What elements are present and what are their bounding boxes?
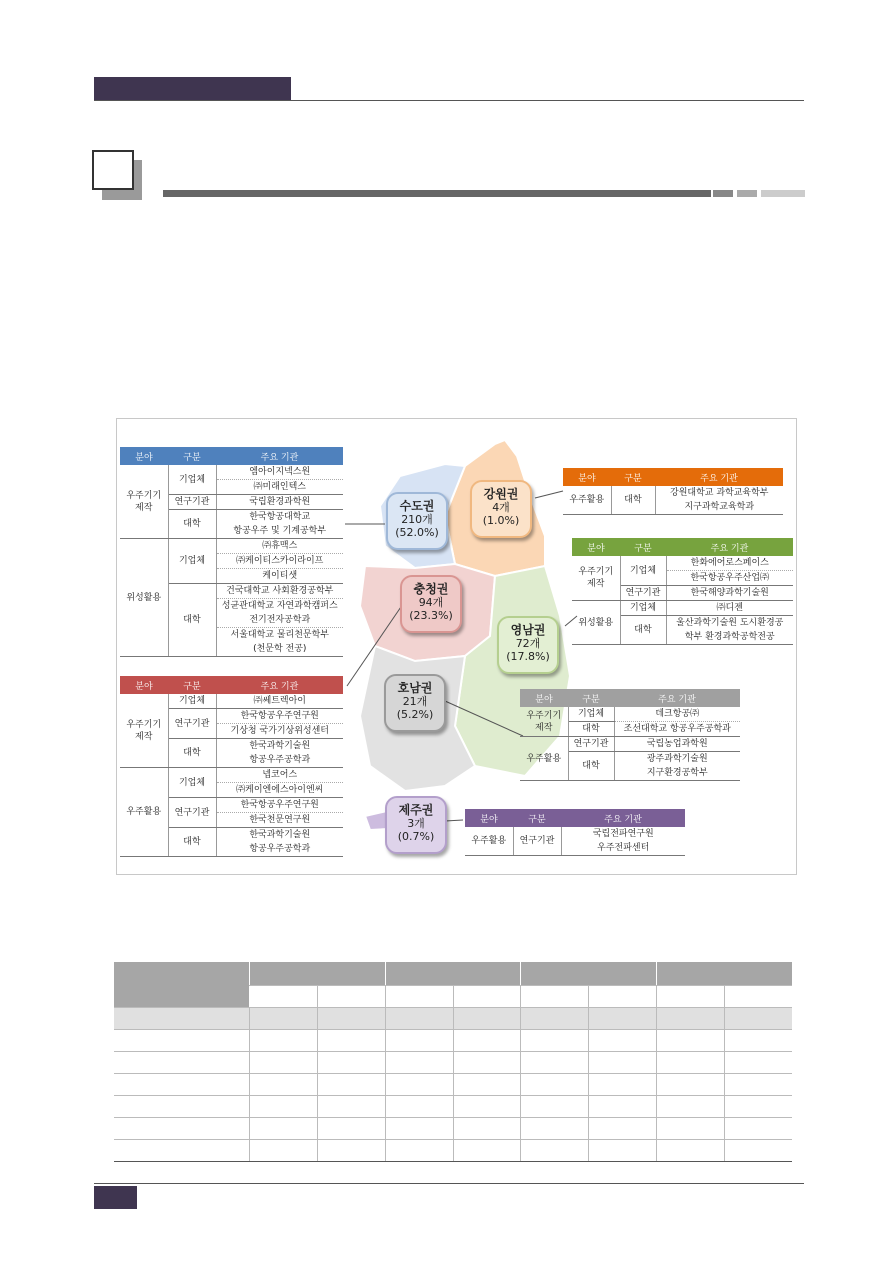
yeongnam-org-table	[572, 538, 793, 645]
org-cell: 울산과학기술원 도시환경공	[676, 618, 784, 628]
stats-row	[114, 1096, 792, 1118]
col-header-field: 분야	[120, 447, 168, 465]
org-cell: 데크항공㈜	[614, 707, 740, 722]
region-percent: (1.0%)	[482, 514, 520, 527]
field-cell: 우주활용	[465, 827, 513, 856]
region-percent: (52.0%)	[395, 526, 439, 539]
org-cell: 한국해양과학기술원	[666, 586, 793, 601]
footer-rule	[94, 1183, 804, 1184]
type-cell: 대학	[168, 828, 216, 857]
field-cell: 우주기기 제작	[120, 465, 168, 539]
col-header-type: 구분	[513, 809, 561, 827]
bubble-yeongnam	[497, 616, 559, 674]
region-name: 강원권	[483, 487, 519, 501]
org-cell: 국립전파연구원	[592, 829, 654, 839]
region-percent: (17.8%)	[506, 650, 550, 663]
bubble-sudo	[386, 492, 448, 550]
org-cell: 한국과학기술원	[249, 830, 311, 840]
type-cell: 대학	[168, 584, 216, 657]
type-cell: 기업체	[168, 465, 216, 495]
honam-org-table	[520, 689, 740, 781]
bubble-chungcheong	[400, 575, 462, 633]
org-cell: 항공우주공학과	[216, 753, 343, 768]
type-cell: 대학	[620, 616, 666, 645]
org-cell: ㈜휴맥스	[216, 539, 343, 554]
stats-corner-cell	[114, 962, 249, 1008]
type-cell: 연구기관	[168, 798, 216, 828]
org-cell: ㈜케이엔에스아이엔씨	[216, 783, 343, 798]
org-cell: (천문학 전공)	[216, 642, 343, 657]
org-cell: 한국항공우주연구원	[216, 709, 343, 724]
org-cell: ㈜미래인텍스	[216, 480, 343, 495]
col-header-org: 주요 기관	[216, 676, 343, 694]
field-cell: 위성활용	[120, 539, 168, 657]
stats-row	[114, 1052, 792, 1074]
type-cell: 연구기관	[620, 586, 666, 601]
stats-row	[114, 1118, 792, 1140]
org-cell: 지구환경공학부	[614, 766, 740, 781]
org-cell: 항공우주공학과	[216, 842, 343, 857]
callout-line	[535, 491, 563, 498]
org-cell: 국립환경과학원	[216, 495, 343, 510]
col-header-field: 분야	[465, 809, 513, 827]
type-cell: 기업체	[168, 539, 216, 584]
section-title-rule	[163, 190, 711, 197]
col-header-org: 주요 기관	[655, 468, 783, 486]
org-cell: 기상청 국가기상위성센터	[216, 724, 343, 739]
section-rule-fade	[737, 190, 757, 197]
org-cell: 건국대학교 사회환경공학부	[216, 584, 343, 599]
section-rule-fade	[713, 190, 733, 197]
region-percent: (5.2%)	[396, 708, 434, 721]
region-count: 94개	[418, 596, 444, 609]
callout-line	[445, 820, 463, 821]
header-bar	[94, 77, 291, 100]
bubble-gangwon	[470, 480, 532, 538]
org-cell: 전기전자공학과	[216, 613, 343, 628]
gangwon-org-table	[563, 468, 783, 515]
org-cell: ㈜디젠	[666, 601, 793, 616]
org-cell: 광주과학기술원	[646, 754, 708, 764]
org-cell: 조선대학교 항공우주공학과	[614, 722, 740, 737]
type-cell: 기업체	[168, 768, 216, 798]
section-number-box	[92, 150, 134, 190]
org-cell: 지구과학교육학과	[655, 500, 783, 515]
org-cell: 넵코어스	[216, 768, 343, 783]
region-name: 제주권	[398, 803, 434, 817]
type-cell: 대학	[568, 752, 614, 781]
org-cell: 한국천문연구원	[216, 813, 343, 828]
sudo-org-table	[120, 447, 343, 657]
bubble-jeju	[385, 796, 447, 854]
org-cell: ㈜케이티스카이라이프	[216, 554, 343, 569]
col-header-type: 구분	[611, 468, 655, 486]
region-count: 3개	[407, 817, 425, 830]
col-header-field: 분야	[120, 676, 168, 694]
region-name: 호남권	[397, 681, 433, 695]
type-cell: 기업체	[168, 694, 216, 709]
type-cell: 연구기관	[513, 827, 561, 856]
stats-group-header	[520, 962, 656, 986]
org-cell: 국립농업과학원	[614, 737, 740, 752]
org-cell: 한국항공대학교	[249, 512, 311, 522]
org-cell: 강원대학교 과학교육학부	[670, 488, 769, 498]
type-cell: 대학	[568, 722, 614, 737]
chungcheong-org-table	[120, 676, 343, 857]
stats-group-header	[249, 962, 385, 986]
col-header-field: 분야	[520, 689, 568, 707]
org-cell: 성균관대학교 자연과학캠퍼스	[221, 601, 338, 611]
org-cell: 케이티샛	[216, 569, 343, 584]
region-count: 210개	[401, 513, 433, 526]
region-count: 72개	[515, 637, 541, 650]
stats-row	[114, 1140, 792, 1162]
org-cell: 항공우주 및 기계공학부	[216, 524, 343, 539]
section-rule-fade	[761, 190, 805, 197]
org-cell: ㈜쎄트렉아이	[216, 694, 343, 709]
col-header-org: 주요 기관	[561, 809, 685, 827]
col-header-type: 구분	[168, 447, 216, 465]
region-percent: (23.3%)	[409, 609, 453, 622]
header-rule	[94, 100, 804, 101]
col-header-field: 분야	[572, 538, 620, 556]
org-cell: 엠아이지넥스원	[216, 465, 343, 480]
stats-header-row	[114, 962, 792, 986]
col-header-org: 주요 기관	[666, 538, 793, 556]
region-count: 21개	[402, 695, 428, 708]
region-name: 충청권	[413, 582, 449, 596]
field-cell: 우주활용	[120, 768, 168, 857]
type-cell: 연구기관	[568, 737, 614, 752]
org-cell: 서울대학교 물리천문학부	[230, 630, 329, 640]
type-cell: 기업체	[620, 556, 666, 586]
org-cell: 한국항공우주산업㈜	[666, 571, 793, 586]
type-cell: 대학	[168, 739, 216, 768]
type-cell: 대학	[168, 510, 216, 539]
org-cell: 한국과학기술원	[249, 741, 311, 751]
field-cell: 우주기기 제작	[120, 694, 168, 768]
region-percent: (0.7%)	[397, 830, 435, 843]
region-name: 수도권	[399, 499, 435, 513]
field-cell: 우주활용	[563, 486, 611, 515]
stats-row	[114, 1074, 792, 1096]
col-header-type: 구분	[168, 676, 216, 694]
region-name: 영남권	[510, 623, 546, 637]
col-header-org: 주요 기관	[614, 689, 740, 707]
type-cell: 연구기관	[168, 495, 216, 510]
stats-group-header	[656, 962, 792, 986]
stats-row	[114, 1030, 792, 1052]
type-cell: 기업체	[620, 601, 666, 616]
org-cell: 우주전파센터	[561, 841, 685, 856]
region-count: 4개	[492, 501, 510, 514]
page-number-box	[94, 1186, 137, 1209]
field-cell: 우주활용	[520, 737, 568, 781]
bubble-honam	[384, 674, 446, 732]
stats-total-row	[114, 1008, 792, 1030]
field-cell: 위성활용	[572, 601, 620, 645]
org-cell: 한화에어로스페이스	[666, 556, 793, 571]
type-cell: 연구기관	[168, 709, 216, 739]
jeju-org-table	[465, 809, 685, 856]
col-header-type: 구분	[620, 538, 666, 556]
field-cell: 우주기기 제작	[572, 556, 620, 601]
col-header-org: 주요 기관	[216, 447, 343, 465]
org-cell: 학부 환경과학공학전공	[666, 630, 793, 645]
stats-group-header	[385, 962, 520, 986]
org-cell: 한국항공우주연구원	[216, 798, 343, 813]
type-cell: 기업체	[568, 707, 614, 722]
stats-table	[114, 962, 792, 1162]
col-header-type: 구분	[568, 689, 614, 707]
field-cell: 우주기기 제작	[520, 707, 568, 737]
type-cell: 대학	[611, 486, 655, 515]
col-header-field: 분야	[563, 468, 611, 486]
